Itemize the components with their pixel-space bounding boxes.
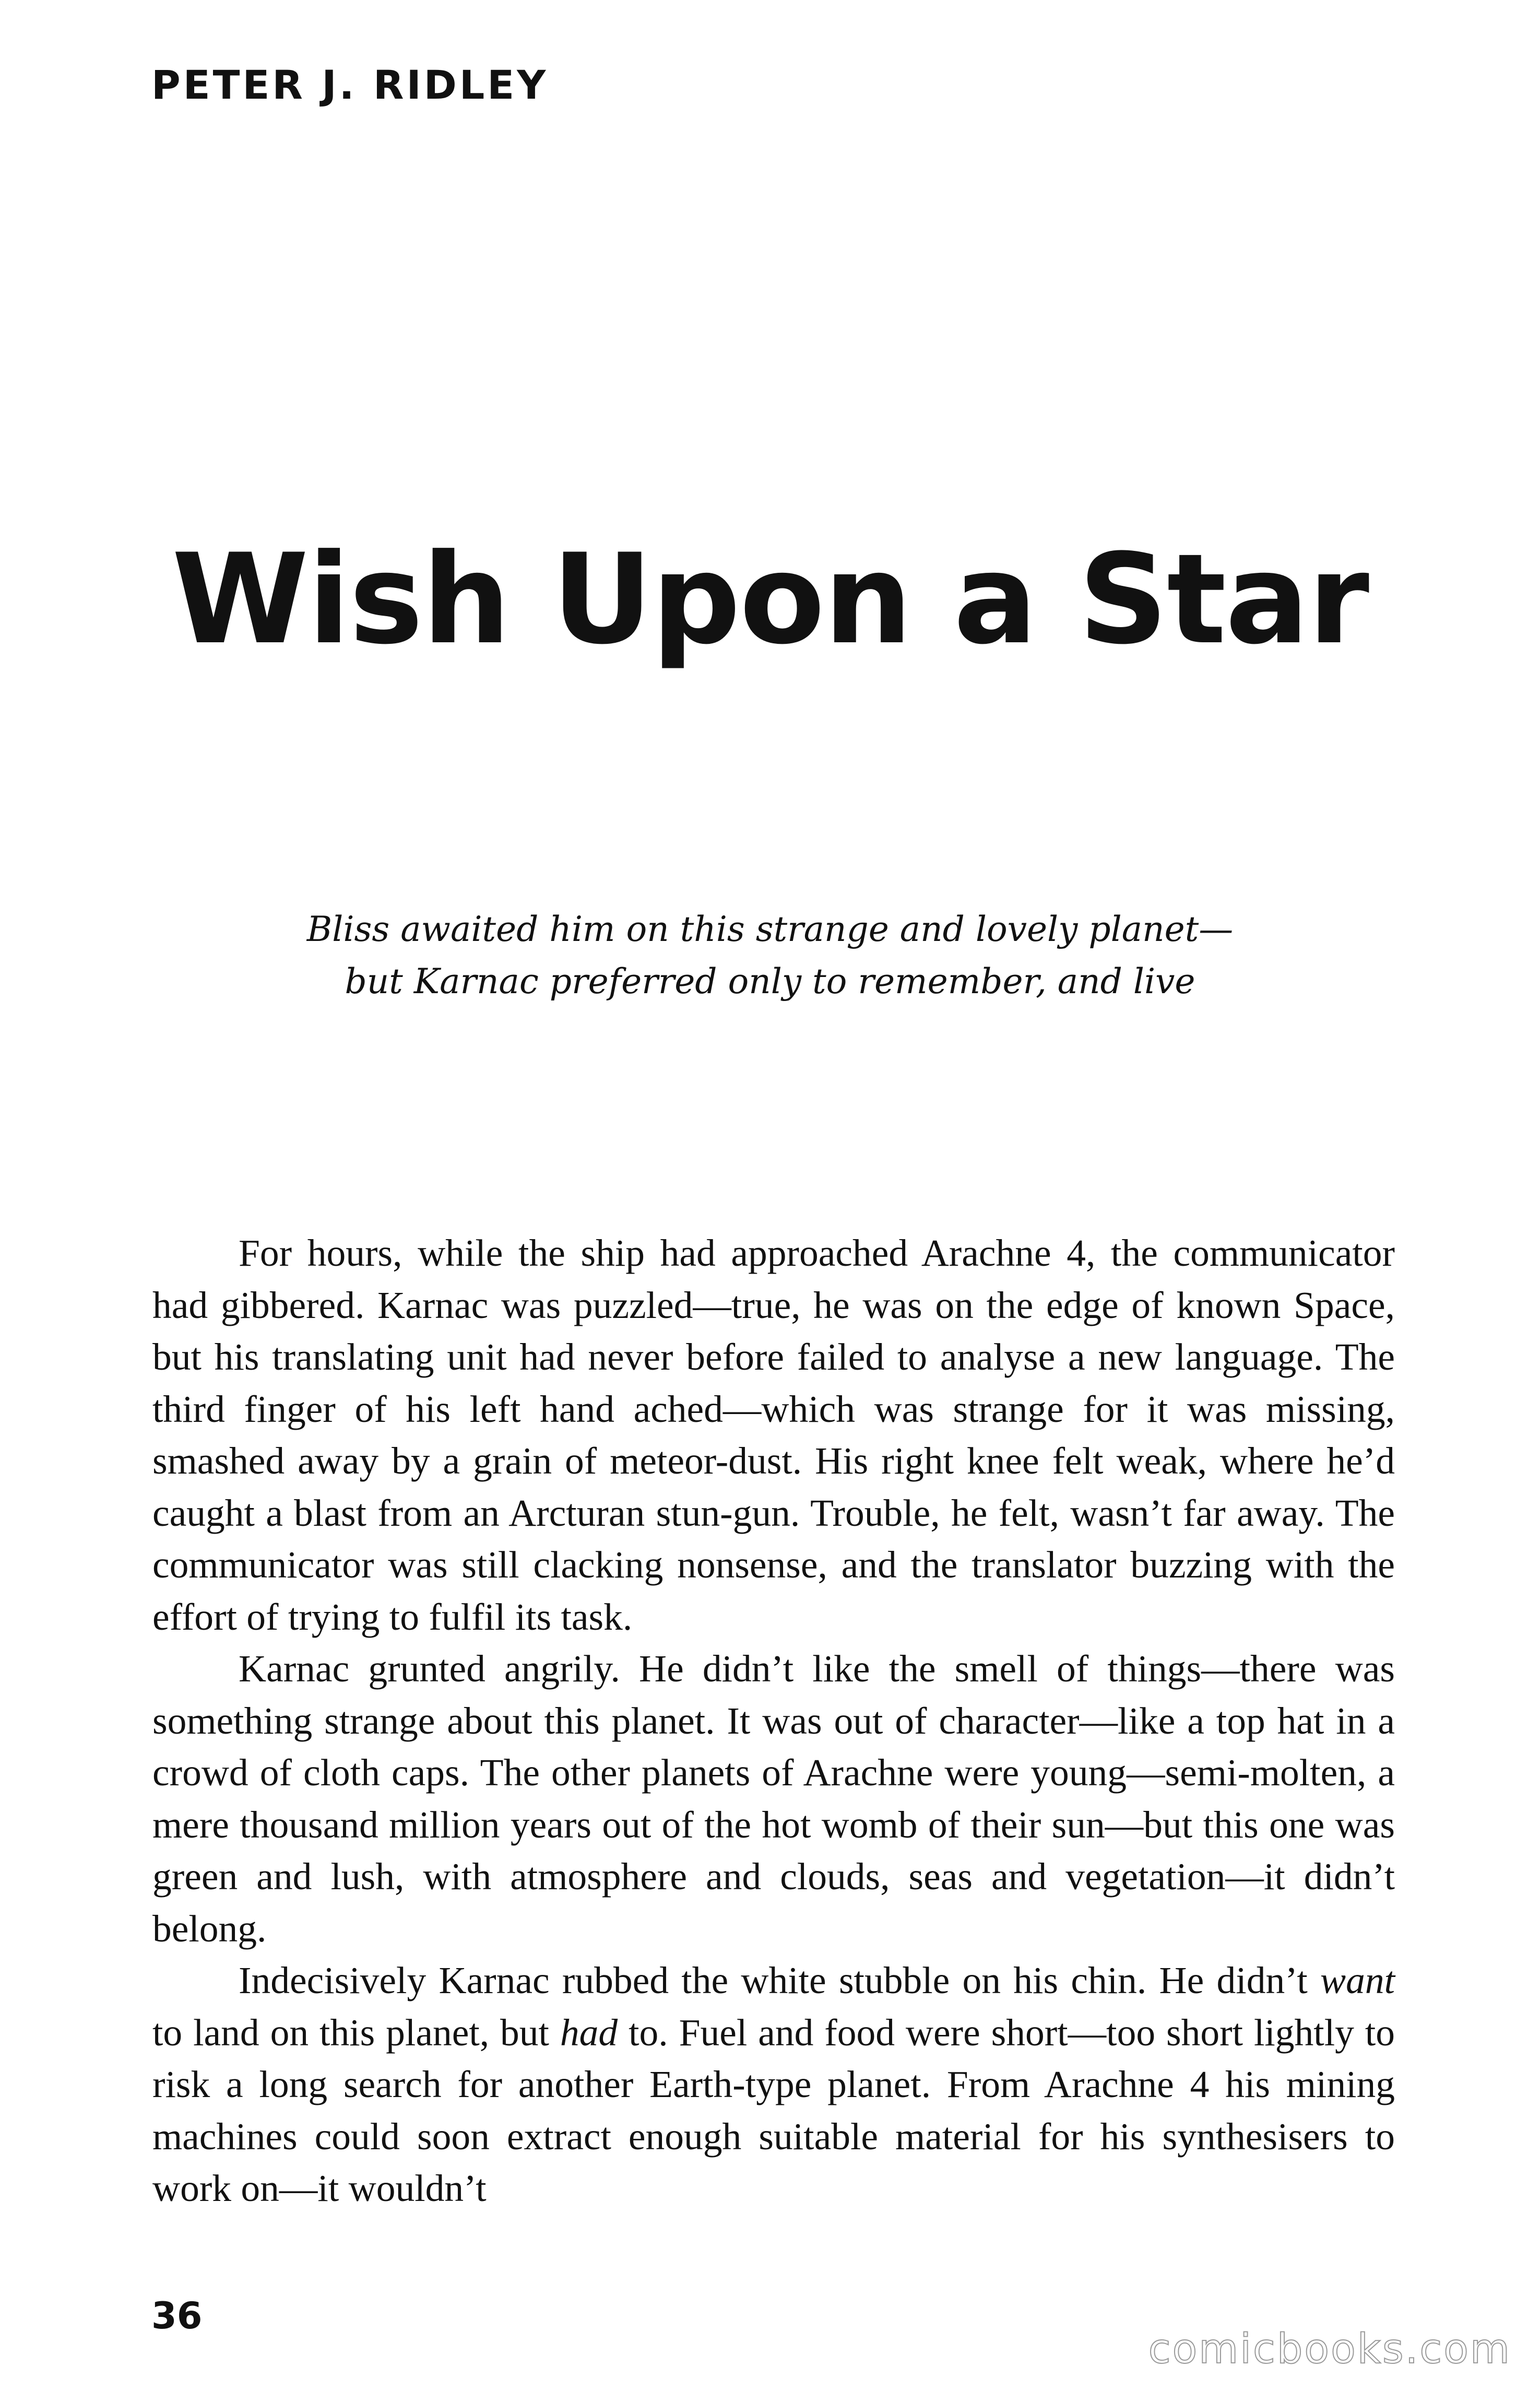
deck-line: Bliss awaited him on this strange and lovely planet— [306,909,1234,949]
paragraph-text: to land on this planet, but [152,2011,560,2054]
paragraph: Karnac grunted angrily. He didn’t like the smell of things—there was something strange about this planet. It was out of character—like a top hat in a crowd of cloth caps. The other planets of Arachne were young—semi-molten, a mere thousand million years out of the hot womb of their sun—but this one was green and lush, with atmosphere and clouds, seas and vegetation—it didn’t belong. [152,1647,1395,1950]
paragraph [152,1954,1395,2215]
emphasis-text: want [1320,1959,1395,2001]
watermark: comicbooks.com [1148,2326,1511,2373]
page-number: 36 [151,2294,203,2337]
story-title: Wish Upon a Star [171,527,1369,672]
story-body [152,1227,1395,2215]
paragraph-text: to. Fuel and food were short—too short lightly to risk a long search for another Earth-type planet. From Arachne 4 his mining machines could soon extract enough suitable material for his synthesisers to work on—it wouldn’t [152,2011,1395,2209]
paragraph-text: Indecisively Karnac rubbed the white stubble on his chin. He didn’t [239,1959,1321,2001]
deck-line: but Karnac preferred only to remember, and live [345,961,1195,1002]
story-deck [157,903,1383,1008]
author-byline: PETER J. RIDLEY [151,62,549,108]
emphasis-text: had [560,2011,618,2054]
paragraph: For hours, while the ship had approached Arachne 4, the communicator had gibbered. Karnac was puzzled—true, he was on the edge of known Space, but his translating unit had never before failed to analyse a new language. The third finger of his left hand ached—which was strange for it was missing, smashed away by a grain of meteor-dust. His right knee felt weak, where he’d caught a blast from an Arcturan stun-gun. Trouble, he felt, wasn’t far away. The communicator was still clacking nonsense, and the translator buzzing with the effort of trying to fulfil its task. [152,1232,1395,1638]
